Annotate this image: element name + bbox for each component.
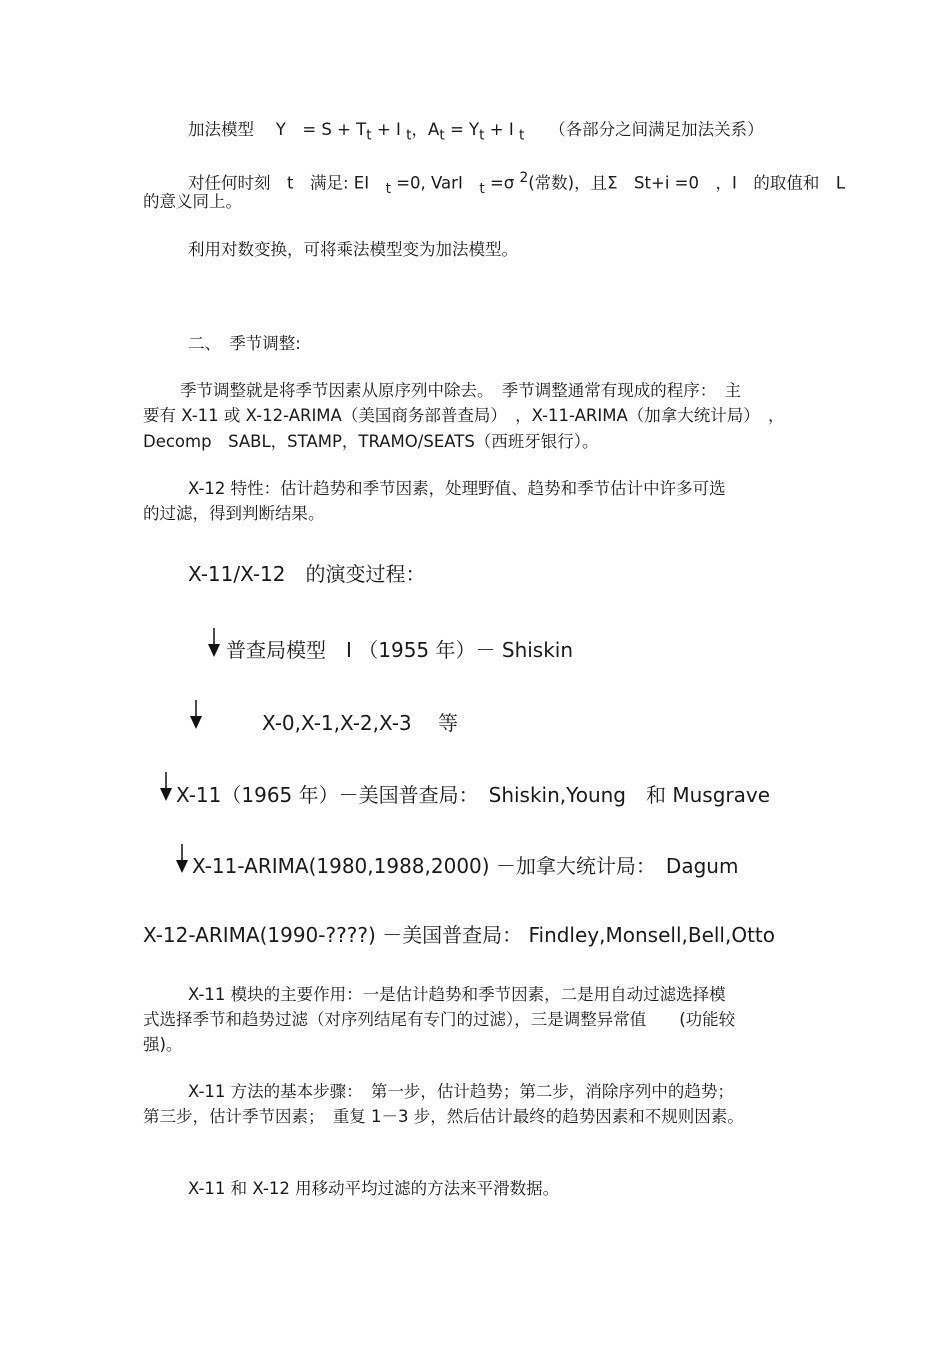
x11-steps-line-2: 第三步，估计季节因素； 重复 1－3 步，然后估计最终的趋势因素和不规则因素。 <box>143 1107 744 1126</box>
section-heading: 二、 季节调整: <box>188 334 301 353</box>
evolution-step-2: X-0,X-1,X-2,X-3 等 <box>262 711 459 735</box>
x11-module-line-3: 强)。 <box>143 1035 183 1054</box>
down-arrow-icon <box>188 700 204 730</box>
evolution-step-3: X-11（1965 年）－美国普查局： Shiskin,Young 和 Musgrave <box>176 783 771 807</box>
down-arrow-icon <box>206 628 222 658</box>
x12-line-1: X-12 特性：估计趋势和季节因素，处理野值、趋势和季节估计中许多可选 <box>188 479 726 498</box>
x11-module-line-1: X-11 模块的主要作用：一是估计趋势和季节因素，二是用自动过滤选择模 <box>188 985 726 1004</box>
seasonal-line-1: 季节调整就是将季节因素从原序列中除去。 季节调整通常有现成的程序： 主 <box>180 381 741 400</box>
conditions-line-2: 的意义同上。 <box>143 192 242 211</box>
evolution-step-5: X-12-ARIMA(1990-????) －美国普查局： Findley,Monsell,Bell,Otto <box>143 923 776 947</box>
log-transform-line: 利用对数变换，可将乘法模型变为加法模型。 <box>188 240 518 259</box>
seasonal-line-2: 要有 X-11 或 X-12-ARIMA（美国商务部普查局） ，X-11-ARIMA（加拿大统计局） ， <box>143 406 785 425</box>
evolution-step-4: X-11-ARIMA(1980,1988,2000) －加拿大统计局： Dagum <box>192 854 739 878</box>
additive-model-line: 加法模型 Y = $S + T_t + I$ $_t$，$A_t = Y_t + I$ $_t$ （各部分之间满足加法关系） <box>188 120 764 144</box>
down-arrow-icon <box>174 844 190 874</box>
x11-steps-line-1: X-11 方法的基本步骤： 第一步，估计趋势；第二步，消除序列中的趋势； <box>188 1082 734 1101</box>
down-arrow-icon <box>158 772 174 802</box>
evolution-step-1: 普查局模型 I （1955 年）－ Shiskin <box>226 638 574 662</box>
x12-line-2: 的过滤，得到判断结果。 <box>143 504 325 523</box>
conditions-line-1: 对任何时刻 t 满足: EI $_t$ =0, VarI $_t$ =σ $^2$(常数)，且Σ St+i =0 ，I 的取值和 L <box>188 170 846 197</box>
x11-module-line-2: 式选择季节和趋势过滤（对序列结尾有专门的过滤），三是调整异常值 (功能较 <box>143 1010 736 1029</box>
smoothing-line: X-11 和 X-12 用移动平均过滤的方法来平滑数据。 <box>188 1179 560 1198</box>
evolution-title: X-11/X-12 的演变过程： <box>188 562 426 586</box>
seasonal-line-3: Decomp SABL，STAMP，TRAMO/SEATS（西班牙银行）。 <box>143 432 599 451</box>
